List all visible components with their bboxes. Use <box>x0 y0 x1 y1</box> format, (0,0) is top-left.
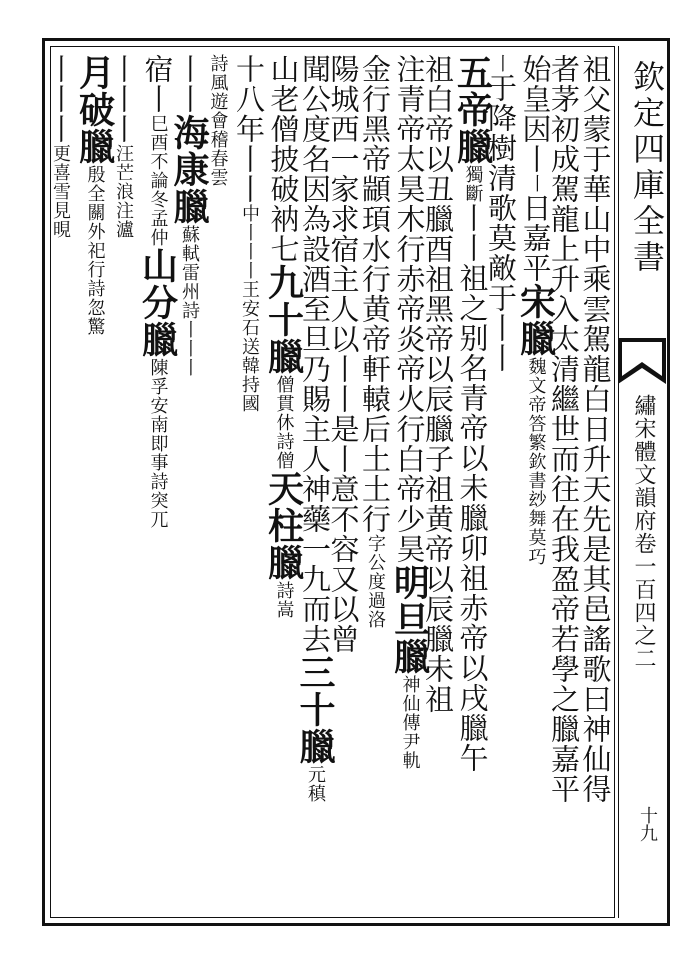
banner <box>618 46 666 918</box>
annotation: 蘇軾雷州詩丨丨丨 <box>179 225 200 377</box>
annotation: 僧貫休詩僧 <box>273 375 295 470</box>
body-text: 十八年丨丨 <box>232 54 266 204</box>
body-text: 丨丨祖之别名青帝以未臘卯祖赤帝以戌臘午 <box>455 203 490 773</box>
headword: 山分臘 <box>136 247 179 358</box>
page-number: 十九 <box>637 806 658 842</box>
headword: 月破臘 <box>73 54 116 165</box>
annotation: 詩嵩 <box>273 581 295 619</box>
annotation: 殷全關外祀行詩忽驚 <box>84 165 106 336</box>
body-text: 山老僧披破衲七 <box>266 54 301 264</box>
headword: 九十臘 <box>262 264 305 375</box>
text-column <box>73 54 116 336</box>
body-text: 宿丨 <box>140 54 175 114</box>
text-column <box>514 54 557 566</box>
annotation: 巳酉不論冬孟仲 <box>147 114 169 247</box>
annotation: 詩風遊會稽春雲 <box>207 54 229 187</box>
annotation: 魏文帝答繁欽書玅舞莫巧 <box>525 357 547 566</box>
headword: 海康臘 <box>168 114 210 225</box>
fish-tail-icon <box>618 338 666 384</box>
body-text: 者茅初成駕龍上升入太清繼世而往在我盈帝若學之臘嘉平 <box>547 54 581 804</box>
annotation: 王安石送韓持國 <box>239 280 260 413</box>
body-text: 日嘉平 <box>518 193 553 283</box>
text-column <box>294 54 336 803</box>
annotation: 陳孚安南即事詩突兀 <box>147 358 169 529</box>
annotation: 更喜雪見晛 <box>50 144 71 239</box>
headword: 天柱臘 <box>262 470 305 581</box>
text-column <box>136 54 179 529</box>
body-text: 注青帝太昊木行赤帝炎帝火行白帝少昊 <box>392 54 427 564</box>
body-text: 祖父蒙于華山中乘雲駕龍白日升天先是其邑謠歌曰神仙得 <box>578 54 613 804</box>
annotation: 中丨丨丨 <box>239 204 260 280</box>
headword: 宋臘 <box>514 283 557 357</box>
text-column <box>451 54 494 773</box>
body-text: 丨丨丨 <box>106 54 140 144</box>
book-title: 欽定四庫全書 <box>628 60 666 276</box>
annotation: 獨斷 <box>462 165 484 203</box>
annotation: 元稹 <box>305 765 326 803</box>
headword: 三十臘 <box>294 654 336 765</box>
body-text: 聞公度名因為設酒至旦乃賜主人神藥一九而去 <box>298 54 332 654</box>
text-column <box>388 54 431 770</box>
text-column <box>43 54 77 239</box>
body-text: 于降樹清歌莫敵于丨丨 <box>484 73 518 373</box>
body-text: 陽城西一家求宿主人以丨丨是丨意不容又以曾 <box>326 54 361 654</box>
body-text: 始皇因丨 <box>518 54 553 174</box>
body-text: 丨丨丨 <box>43 54 77 144</box>
text-column <box>262 54 305 619</box>
volume-label: 繡宋體文韻府卷一百四之二 <box>631 394 656 670</box>
body-text: 祖白帝以丑臘酉祖黑帝以辰臘子祖黄帝以辰臘未祖 <box>421 54 455 714</box>
body-text: 丨丨 <box>172 54 206 114</box>
annotation: 丨 <box>491 54 512 73</box>
text-column <box>358 54 392 629</box>
annotation: 丨 <box>525 174 547 193</box>
annotation: 汪芒浪注瀘 <box>113 144 134 239</box>
headword: 明旦臘 <box>388 564 431 675</box>
text-column <box>578 54 613 804</box>
headword: 五帝臘 <box>451 54 494 165</box>
body-text: 金行黑帝顓頊水行黄帝軒轅后土土行 <box>358 54 392 534</box>
text-column <box>232 54 266 413</box>
annotation: 神仙傳尹軌 <box>399 675 421 770</box>
annotation: 字公度過洛 <box>365 534 386 629</box>
